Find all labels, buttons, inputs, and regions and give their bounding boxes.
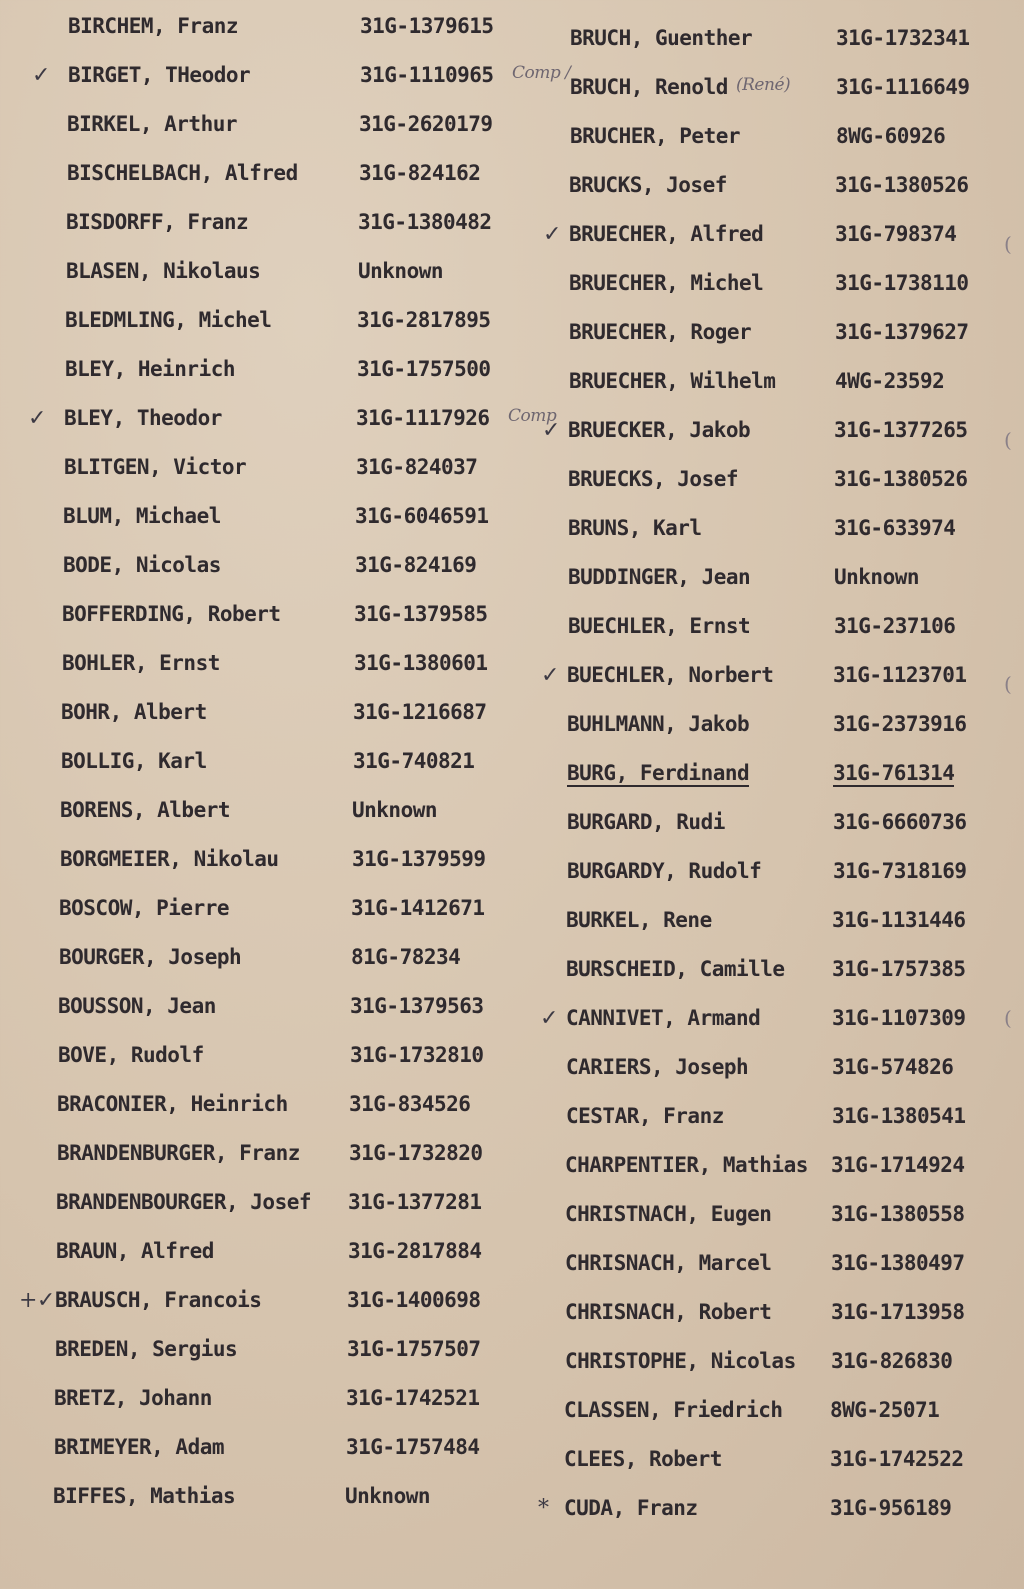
entry-name: BOHR, Albert: [61, 700, 207, 724]
roster-entry: [6, 602, 518, 651]
roster-entry: [4, 798, 516, 847]
roster-entry: [510, 957, 1022, 1006]
entry-name: BUECHLER, Norbert: [567, 663, 774, 687]
entry-name: BRUNS, Karl: [568, 516, 702, 540]
entry-name: BORGMEIER, Nikolau: [60, 847, 279, 871]
entry-name: BLEDMLING, Michel: [65, 308, 272, 332]
roster-entry: [514, 75, 1024, 124]
roster-entry: [511, 712, 1023, 761]
roster-entry: [2, 994, 514, 1043]
entry-name: BLUM, Michael: [63, 504, 221, 528]
entry-number: 31G-1738110: [835, 271, 969, 295]
roster-entry: [509, 1300, 1021, 1349]
entry-number: 31G-956189: [830, 1496, 952, 1520]
entry-name: CARIERS, Joseph: [566, 1055, 749, 1079]
entry-name: BRANDENBURGER, Franz: [57, 1141, 300, 1165]
roster-entry: [8, 455, 520, 504]
roster-entry: [511, 810, 1023, 859]
roster-entry: [509, 1251, 1021, 1300]
entry-name: BOSCOW, Pierre: [59, 896, 230, 920]
entry-name: BOUSSON, Jean: [58, 994, 216, 1018]
roster-entry: [12, 63, 571, 112]
entry-number: 31G-1400698: [347, 1288, 481, 1312]
entry-number: 81G-78234: [351, 945, 461, 969]
roster-entry: [512, 467, 1024, 516]
entry-number: Unknown: [352, 798, 438, 822]
entry-name: BUHLMANN, Jakob: [567, 712, 750, 736]
roster-entry: [513, 222, 1024, 271]
entry-number: 31G-1380482: [358, 210, 492, 234]
roster-entry: [513, 271, 1024, 320]
roster-entry: [509, 1349, 1021, 1398]
entry-number: 31G-761314: [833, 761, 955, 785]
entry-name: BRUECHER, Roger: [569, 320, 752, 344]
entry-number: 31G-1757500: [357, 357, 491, 381]
entry-name: BRAUSCH, Francois: [55, 1288, 262, 1312]
roster-entry: [9, 308, 521, 357]
roster-entry: [511, 859, 1023, 908]
roster-entry: [513, 369, 1024, 418]
roster-entry: [12, 14, 524, 63]
entry-name: BISDORFF, Franz: [66, 210, 249, 234]
entry-number: 31G-2817895: [357, 308, 491, 332]
entry-name: BUDDINGER, Jean: [568, 565, 751, 589]
entry-number: 31G-824162: [359, 161, 481, 185]
entry-name: BOVE, Rudolf: [58, 1043, 204, 1067]
entry-name: BRIMEYER, Adam: [54, 1435, 225, 1459]
roster-entry: [508, 1447, 1020, 1496]
entry-name: BRAUN, Alfred: [56, 1239, 214, 1263]
margin-mark: (: [1004, 672, 1012, 696]
roster-entry: [10, 259, 522, 308]
roster-entry: [8, 406, 557, 455]
margin-mark: (: [1004, 232, 1012, 256]
entry-number: 31G-1216687: [353, 700, 487, 724]
check-mark: ✓: [541, 663, 559, 688]
roster-entry: [0, 1288, 511, 1337]
entry-number: Unknown: [345, 1484, 431, 1508]
entry-number: 31G-1757507: [347, 1337, 481, 1361]
entry-name: CHARPENTIER, Mathias: [565, 1153, 808, 1177]
entry-number: 31G-6660736: [833, 810, 967, 834]
roster-entry: [5, 749, 517, 798]
roster-entry: [0, 1190, 512, 1239]
entry-name: CLASSEN, Friedrich: [564, 1398, 783, 1422]
entry-name: BREDEN, Sergius: [55, 1337, 238, 1361]
entry-number: 31G-826830: [831, 1349, 953, 1373]
entry-name: BURG, Ferdinand: [567, 761, 750, 785]
roster-entry: [512, 516, 1024, 565]
entry-number: 31G-834526: [349, 1092, 471, 1116]
entry-name: BLEY, Theodor: [64, 406, 222, 430]
entry-number: 31G-824037: [356, 455, 478, 479]
roster-entry: [511, 761, 1023, 810]
roster-entry: [511, 663, 1023, 712]
entry-name: BURGARD, Rudi: [567, 810, 725, 834]
entry-name: BRANDENBOURGER, Josef: [56, 1190, 312, 1214]
entry-number: 31G-1379615: [360, 14, 494, 38]
entry-number: 31G-237106: [834, 614, 956, 638]
roster-entry: [513, 173, 1024, 222]
entry-name: BRUECHER, Alfred: [569, 222, 764, 246]
entry-name: CESTAR, Franz: [566, 1104, 724, 1128]
entry-number: Unknown: [358, 259, 444, 283]
roster-entry: [512, 565, 1024, 614]
entry-number: 31G-1742522: [830, 1447, 964, 1471]
entry-number: 8WG-60926: [836, 124, 946, 148]
roster-entry: [510, 1055, 1022, 1104]
entry-number: 31G-1379627: [835, 320, 969, 344]
roster-entry: [510, 1006, 1022, 1055]
entry-name: BOURGER, Joseph: [59, 945, 242, 969]
entry-name: BURSCHEID, Camille: [566, 957, 785, 981]
roster-entry: [3, 896, 515, 945]
check-mark: *: [538, 1496, 549, 1521]
entry-number: 31G-740821: [353, 749, 475, 773]
entry-name: BRUCH, Renold: [570, 75, 728, 99]
entry-number: 4WG-23592: [835, 369, 945, 393]
entry-name: BRUECKER, Jakob: [568, 418, 751, 442]
entry-name: CLEES, Robert: [564, 1447, 722, 1471]
margin-mark: (: [1004, 1006, 1012, 1030]
entry-number: 31G-7318169: [833, 859, 967, 883]
entry-name: BODE, Nicolas: [63, 553, 221, 577]
entry-number: 31G-1123701: [833, 663, 967, 687]
entry-number: 31G-1380497: [831, 1251, 965, 1275]
entry-name: CHRISNACH, Marcel: [565, 1251, 772, 1275]
roster-entry: [514, 124, 1024, 173]
check-mark: ✓: [32, 63, 50, 88]
roster-entry: [508, 1398, 1020, 1447]
roster-entry: [0, 1435, 510, 1484]
entry-name: BOFFERDING, Robert: [62, 602, 281, 626]
roster-entry: [0, 1337, 511, 1386]
entry-name: BOHLER, Ernst: [62, 651, 220, 675]
roster-entry: [5, 700, 517, 749]
entry-name: CHRISNACH, Robert: [565, 1300, 772, 1324]
entry-number: 31G-1107309: [832, 1006, 966, 1030]
roster-entry: [512, 614, 1024, 663]
roster-entry: [1, 1141, 513, 1190]
entry-number: 31G-2373916: [833, 712, 967, 736]
entry-name: BRUCH, Guenther: [570, 26, 753, 50]
roster-entry: [7, 553, 519, 602]
roster-entry: [513, 320, 1024, 369]
entry-name: BUECHLER, Ernst: [568, 614, 751, 638]
entry-number: 31G-1379563: [350, 994, 484, 1018]
entry-name: BLEY, Heinrich: [65, 357, 236, 381]
roster-entry: [4, 847, 516, 896]
roster-entry: [510, 1104, 1022, 1153]
roster-entry: [514, 26, 1024, 75]
entry-number: 31G-1116649: [836, 75, 970, 99]
entry-name: CANNIVET, Armand: [566, 1006, 761, 1030]
roster-entry: [3, 945, 515, 994]
entry-number: 31G-824169: [355, 553, 477, 577]
handwritten-note: Comp /: [512, 63, 571, 83]
entry-name: BIRKEL, Arthur: [67, 112, 238, 136]
entry-number: 31G-1380541: [832, 1104, 966, 1128]
entry-name: BLITGEN, Victor: [64, 455, 247, 479]
roster-entry: [10, 210, 522, 259]
handwritten-note: Comp: [508, 406, 557, 426]
entry-number: 31G-1117926: [356, 406, 490, 430]
entry-name: CUDA, Franz: [564, 1496, 698, 1520]
entry-name: BRUECKS, Josef: [568, 467, 739, 491]
entry-name: BISCHELBACH, Alfred: [67, 161, 298, 185]
entry-name: BRACONIER, Heinrich: [57, 1092, 288, 1116]
margin-mark: (: [1004, 428, 1012, 452]
roster-entry: [509, 1153, 1021, 1202]
entry-name: BIRGET, THeodor: [68, 63, 251, 87]
check-mark: ✓: [28, 406, 46, 431]
entry-name: BOLLIG, Karl: [61, 749, 207, 773]
entry-name: BLASEN, Nikolaus: [66, 259, 261, 283]
entry-name: BRUECHER, Wilhelm: [569, 369, 776, 393]
entry-number: 31G-1732341: [836, 26, 970, 50]
entry-number: 31G-1379599: [352, 847, 486, 871]
check-mark: +✓: [19, 1288, 55, 1313]
entry-number: 31G-1732820: [349, 1141, 483, 1165]
roster-entry: [510, 908, 1022, 957]
entry-number: 31G-1757385: [832, 957, 966, 981]
roster-entry: [0, 1386, 510, 1435]
entry-name: BURKEL, Rene: [566, 908, 712, 932]
entry-number: 8WG-25071: [830, 1398, 940, 1422]
entry-number: 31G-1377281: [348, 1190, 482, 1214]
roster-entry: [1, 1092, 513, 1141]
entry-number: 31G-1110965: [360, 63, 494, 87]
entry-name: BIRCHEM, Franz: [68, 14, 239, 38]
check-mark: ✓: [543, 222, 561, 247]
entry-number: 31G-1131446: [832, 908, 966, 932]
entry-name: BRUCKS, Josef: [569, 173, 727, 197]
roster-entry: [0, 1484, 509, 1533]
entry-name: BRUECHER, Michel: [569, 271, 764, 295]
entry-number: 31G-6046591: [355, 504, 489, 528]
roster-entry: [9, 357, 521, 406]
entry-number: 31G-1380601: [354, 651, 488, 675]
entry-name: BORENS, Albert: [60, 798, 231, 822]
entry-number: Unknown: [834, 565, 920, 589]
handwritten-note: (René): [736, 75, 791, 95]
entry-name: BIFFES, Mathias: [53, 1484, 236, 1508]
entry-name: CHRISTOPHE, Nicolas: [565, 1349, 796, 1373]
entry-number: 31G-1380558: [831, 1202, 965, 1226]
entry-name: BRUCHER, Peter: [570, 124, 741, 148]
entry-number: 31G-1379585: [354, 602, 488, 626]
check-mark: ✓: [542, 418, 560, 443]
roster-entry: [2, 1043, 514, 1092]
entry-name: CHRISTNACH, Eugen: [565, 1202, 772, 1226]
roster-entry: [508, 1496, 1020, 1545]
entry-number: 31G-2817884: [348, 1239, 482, 1263]
entry-number: 31G-633974: [834, 516, 956, 540]
entry-number: 31G-1714924: [831, 1153, 965, 1177]
roster-entry: [6, 651, 518, 700]
entry-number: 31G-1732810: [350, 1043, 484, 1067]
roster-entry: [509, 1202, 1021, 1251]
entry-number: 31G-1742521: [346, 1386, 480, 1410]
check-mark: ✓: [540, 1006, 558, 1031]
entry-number: 31G-574826: [832, 1055, 954, 1079]
roster-entry: [512, 418, 1024, 467]
entry-number: 31G-1380526: [834, 467, 968, 491]
entry-number: 31G-798374: [835, 222, 957, 246]
entry-name: BURGARDY, Rudolf: [567, 859, 762, 883]
roster-entry: [11, 112, 523, 161]
entry-number: 31G-1713958: [831, 1300, 965, 1324]
entry-name: BRETZ, Johann: [54, 1386, 212, 1410]
roster-entry: [11, 161, 523, 210]
entry-number: 31G-1412671: [351, 896, 485, 920]
entry-number: 31G-1377265: [834, 418, 968, 442]
roster-entry: [0, 1239, 512, 1288]
roster-entry: [7, 504, 519, 553]
entry-number: 31G-1757484: [346, 1435, 480, 1459]
entry-number: 31G-1380526: [835, 173, 969, 197]
entry-number: 31G-2620179: [359, 112, 493, 136]
